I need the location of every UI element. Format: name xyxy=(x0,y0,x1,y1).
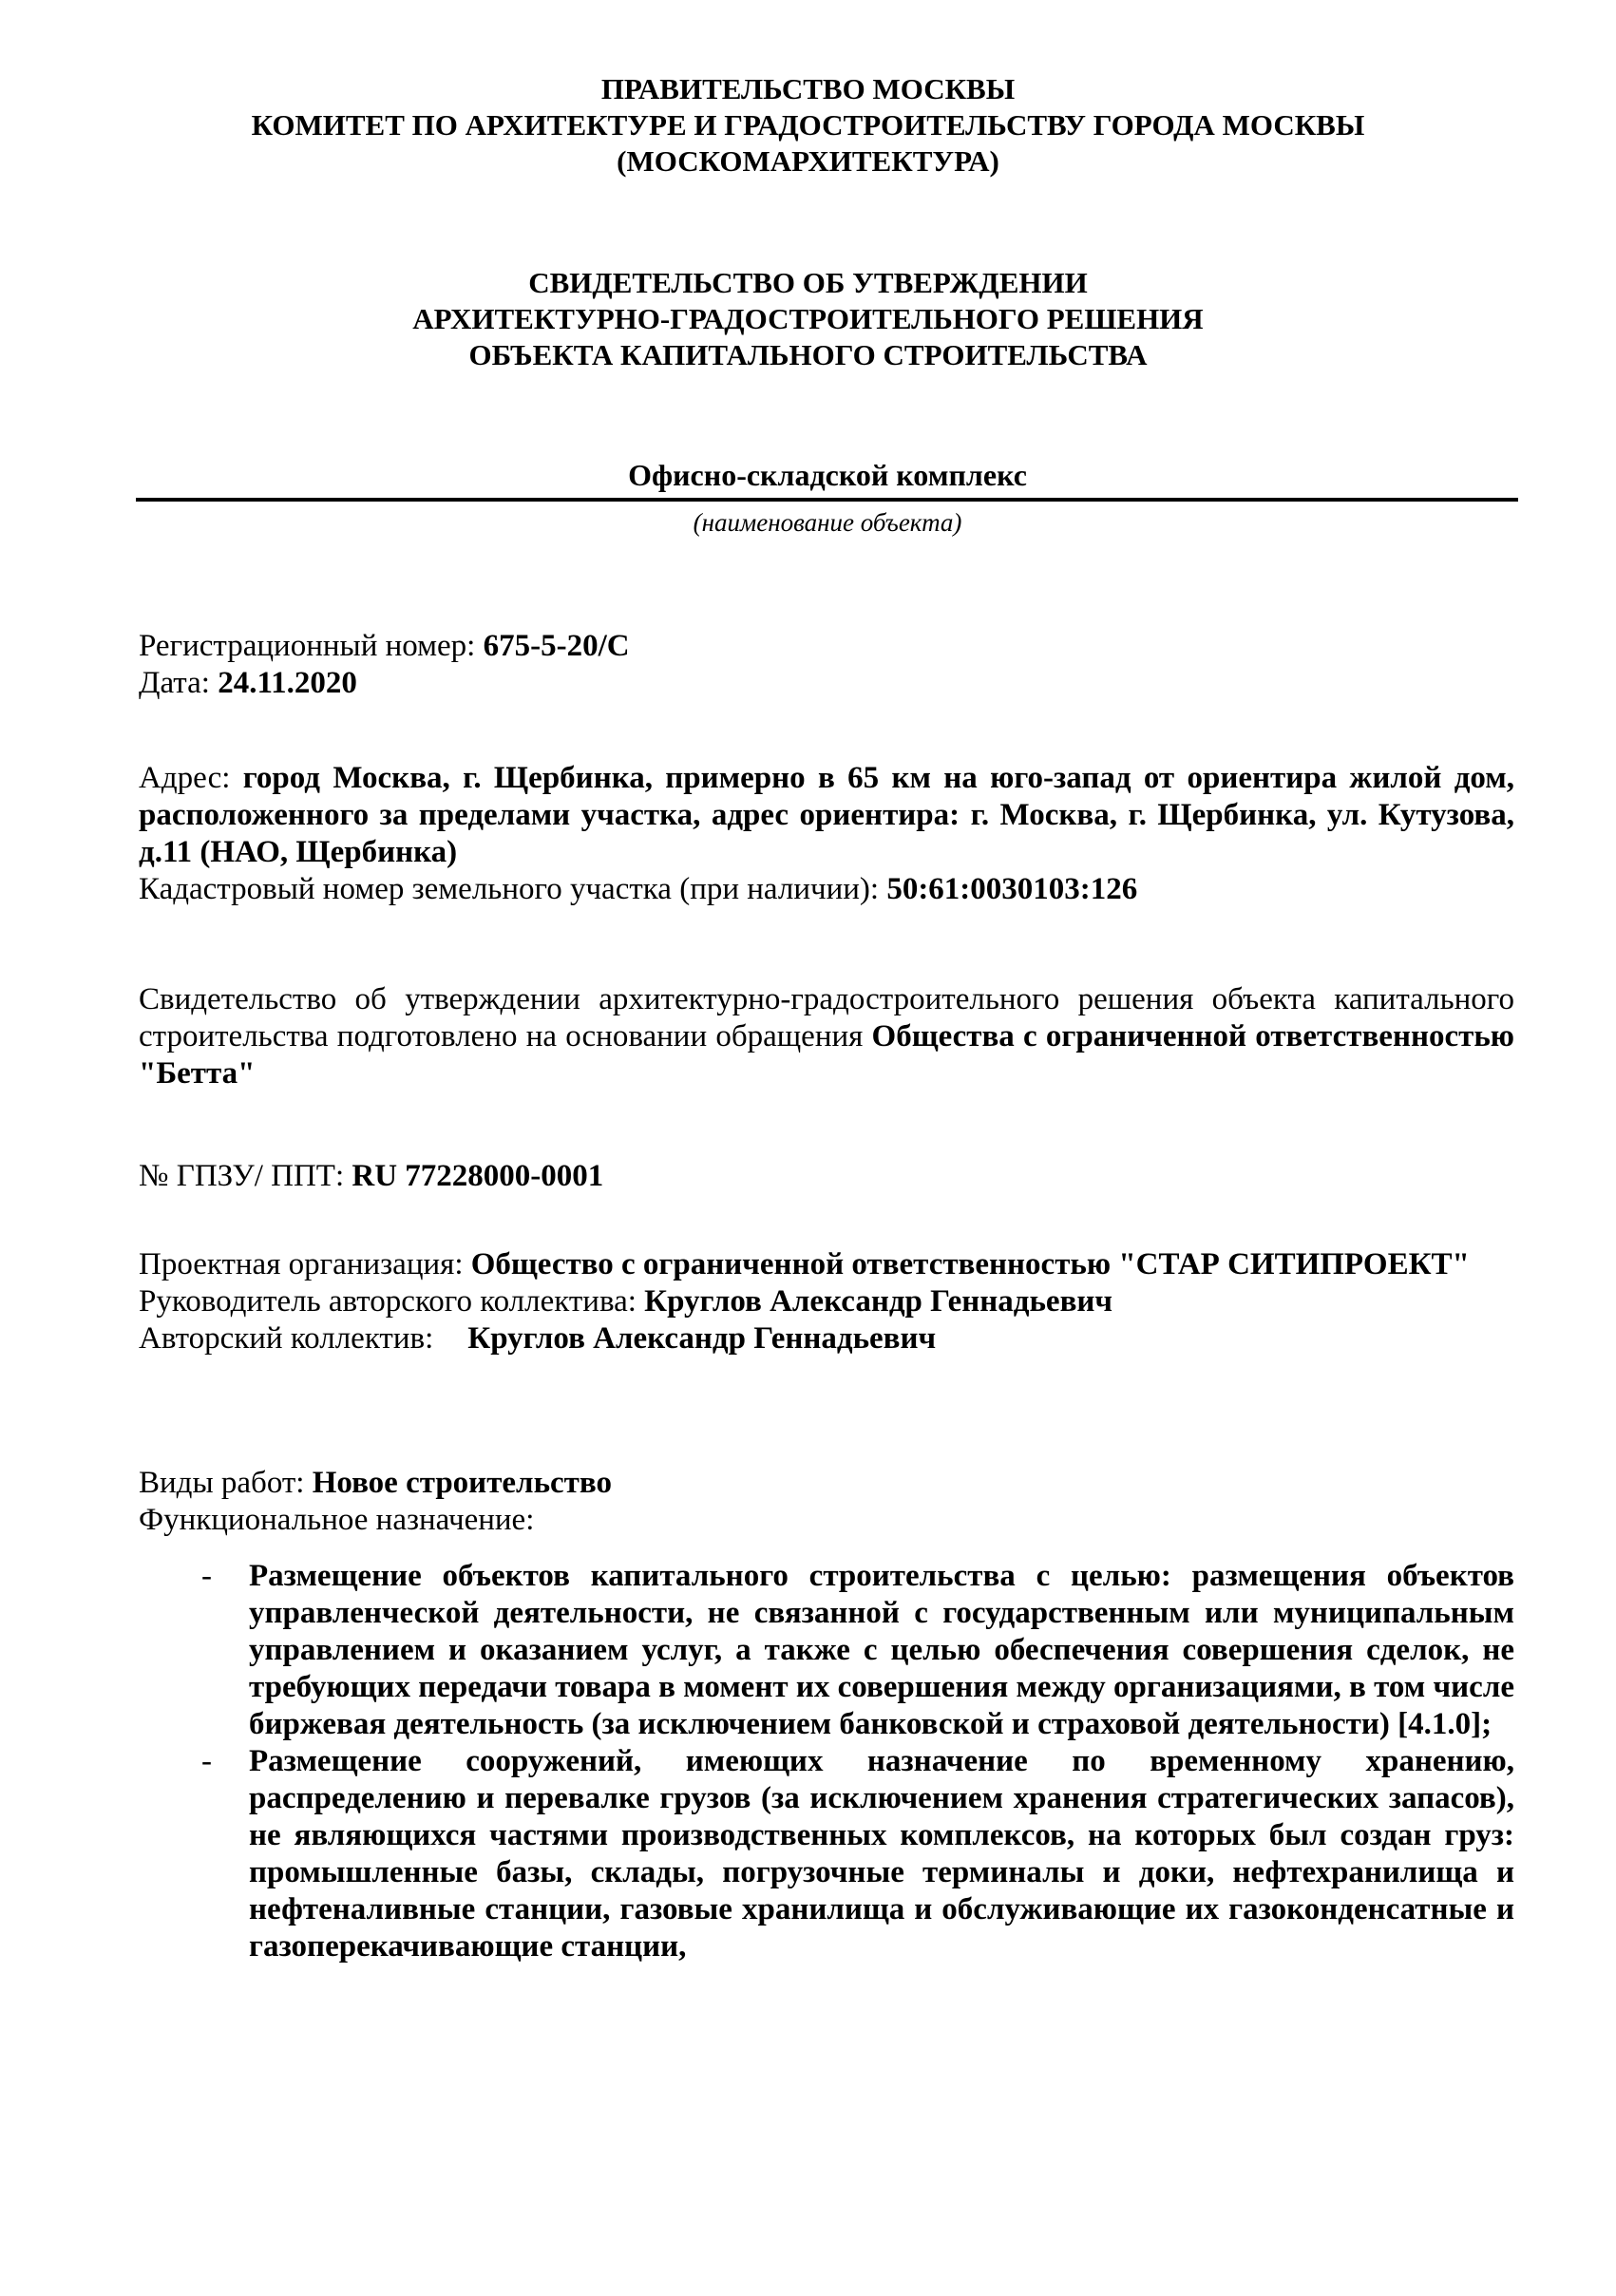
works-block xyxy=(139,1465,1514,1539)
issuing-authority xyxy=(0,71,1616,180)
author-team xyxy=(139,1320,1514,1357)
authority-line: ПРАВИТЕЛЬСТВО МОСКВЫ xyxy=(600,72,1016,105)
basis-text: Свидетельство об утверждении архитектурно-градостроительного решения объекта капитального строительства подготовлено на основании обращения xyxy=(139,982,1514,1053)
team-head-label: Руководитель авторского коллектива: xyxy=(139,1284,645,1319)
object-name-underline xyxy=(136,498,1518,502)
author-team-value: Круглов Александр Геннадьевич xyxy=(467,1321,937,1356)
address-value: город Москва, г. Щербинка, примерно в 65 км на юго-запад от ориентира жилой дом, расположенного за пределами участка, адрес ориентира: г. Москва, г. Щербинка, ул. Кутузова, д.11 (НАО, Щербинка) xyxy=(139,761,1514,869)
work-type xyxy=(139,1465,1514,1502)
purpose-item xyxy=(139,1558,1514,1743)
project-organization xyxy=(139,1246,1514,1283)
address xyxy=(139,760,1514,871)
document-title xyxy=(0,265,1616,373)
registration-number-value: 675-5-20/С xyxy=(483,629,630,663)
authority-line: КОМИТЕТ ПО АРХИТЕКТУРЕ И ГРАДОСТРОИТЕЛЬСТВУ ГОРОДА МОСКВЫ xyxy=(251,108,1365,142)
team-head-value: Круглов Александр Геннадьевич xyxy=(644,1284,1113,1319)
registration-block xyxy=(139,628,1514,702)
work-type-value: Новое строительство xyxy=(312,1466,612,1500)
cadastral-label: Кадастровый номер земельного участка (при наличии): xyxy=(139,872,887,906)
address-label: Адрес: xyxy=(139,761,243,795)
bullet-marker: - xyxy=(201,1559,212,1593)
registration-number-label: Регистрационный номер: xyxy=(139,629,484,663)
purpose-item xyxy=(139,1743,1514,1965)
registration-number xyxy=(139,628,1514,665)
address-block xyxy=(139,760,1514,908)
title-line: СВИДЕТЕЛЬСТВО ОБ УТВЕРЖДЕНИИ xyxy=(528,266,1088,299)
registration-date xyxy=(139,665,1514,702)
purpose-text: Размещение объектов капитального строительства с целью: размещения объектов управленческой деятельности, не связанной с государственным или муниципальным управлением и оказанием услуг, а также с целью обеспечения совершения сделок, не требующих передачи товара в момент их совершения между организациями, в том числе биржевая деятельность (за исключением банковской и страховой деятельности) [4.1.0]; xyxy=(249,1559,1514,1741)
purpose-text: Размещение сооружений, имеющих назначение по временному хранению, распределению и перевалке грузов (за исключением хранения стратегических запасов), не являющихся частями производственных комплексов, на которых был создан груз: промышленные базы, склады, погрузочные терминалы и доки, нефтехранилища и нефтеналивные станции, газовые хранилища и обслуживающие их газоконденсатные и газоперекачивающие станции, xyxy=(249,1744,1514,1964)
applicant-name: Общества с ограниченной ответственностью "Бетта" xyxy=(139,1019,1514,1091)
gpzu-label: № ГПЗУ/ ППТ: xyxy=(139,1159,352,1193)
cadastral-value: 50:61:0030103:126 xyxy=(886,872,1138,906)
bullet-marker: - xyxy=(201,1744,212,1778)
team-head xyxy=(139,1283,1514,1320)
work-type-label: Виды работ: xyxy=(139,1466,313,1500)
object-name-caption: (наименование объекта) xyxy=(693,508,962,537)
gpzu-value: RU 77228000-0001 xyxy=(352,1159,604,1193)
registration-date-label: Дата: xyxy=(139,666,219,700)
title-line: ОБЪЕКТА КАПИТАЛЬНОГО СТРОИТЕЛЬСТВА xyxy=(468,338,1148,371)
purpose-label: Функциональное назначение: xyxy=(139,1503,535,1537)
author-team-label: Авторский коллектив: xyxy=(139,1321,434,1356)
gpzu xyxy=(139,1158,1514,1195)
basis-paragraph xyxy=(139,981,1514,1092)
project-org-value: Общество с ограниченной ответственностью "СТАР СИТИПРОЕКТ" xyxy=(470,1247,1470,1281)
cadastral-number xyxy=(139,871,1514,908)
object-name: Офисно-складской комплекс xyxy=(628,458,1027,492)
authority-line: (МОСКОМАРХИТЕКТУРА) xyxy=(617,144,999,178)
project-org-label: Проектная организация: xyxy=(139,1247,471,1281)
registration-date-value: 24.11.2020 xyxy=(218,666,357,700)
title-line: АРХИТЕКТУРНО-ГРАДОСТРОИТЕЛЬНОГО РЕШЕНИЯ xyxy=(412,302,1204,335)
project-block xyxy=(139,1246,1514,1357)
purpose-list xyxy=(139,1558,1514,1965)
